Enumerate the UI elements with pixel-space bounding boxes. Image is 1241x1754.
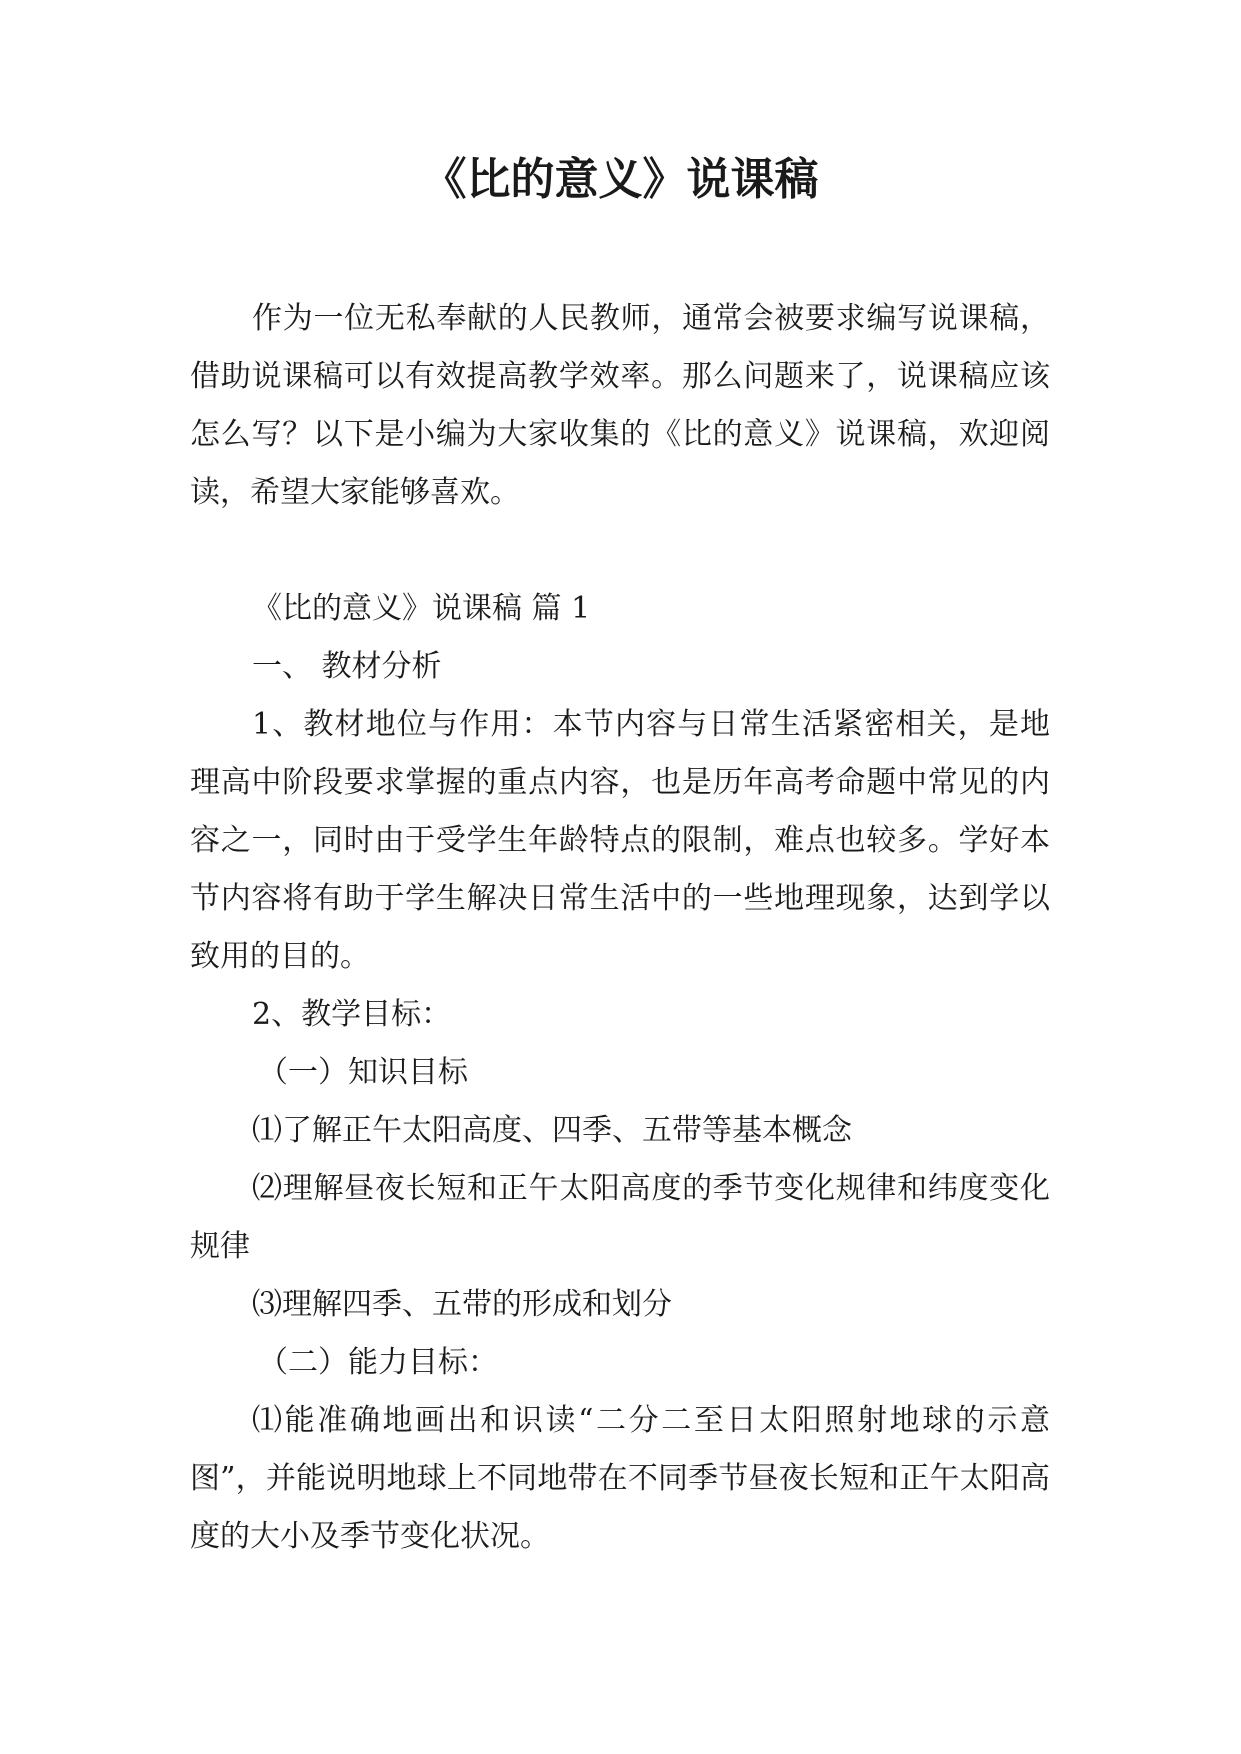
ability-objective-1: ⑴能准确地画出和识读“二分二至日太阳照射地球的示意图”，并能说明地球上不同地带在不同季节昼夜长短和正午太阳高度的大小及季节变化状况。 bbox=[190, 1403, 1050, 1554]
item-2-heading: 2、教学目标： bbox=[252, 997, 452, 1032]
part-one-heading: 一、 教材分析 bbox=[252, 649, 442, 684]
knowledge-objective-1: ⑴了解正午太阳高度、四季、五带等基本概念 bbox=[252, 1113, 852, 1148]
ability-objectives-heading: （二）能力目标： bbox=[258, 1345, 498, 1380]
section-heading: 《比的意义》说课稿 篇 1 bbox=[252, 591, 591, 626]
document-body bbox=[190, 290, 1050, 1566]
intro-paragraph: 作为一位无私奉献的人民教师，通常会被要求编写说课稿，借助说课稿可以有效提高教学效率。那么问题来了，说课稿应该怎么写？以下是小编为大家收集的《比的意义》说课稿，欢迎阅读，希望大家能够喜欢。 bbox=[190, 301, 1050, 510]
knowledge-objective-2: ⑵理解昼夜长短和正午太阳高度的季节变化规律和纬度变化规律 bbox=[190, 1171, 1050, 1264]
item-1-paragraph: 1、教材地位与作用：本节内容与日常生活紧密相关，是地理高中阶段要求掌握的重点内容，也是历年高考命题中常见的内容之一，同时由于受学生年龄特点的限制，难点也较多。学好本节内容将有助于学生解决日常生活中的一些地理现象，达到学以致用的目的。 bbox=[190, 707, 1050, 974]
knowledge-objective-3: ⑶理解四季、五带的形成和划分 bbox=[252, 1287, 672, 1322]
knowledge-objectives-heading: （一）知识目标 bbox=[258, 1055, 468, 1090]
page-title: 《比的意义》说课稿 bbox=[422, 154, 819, 205]
